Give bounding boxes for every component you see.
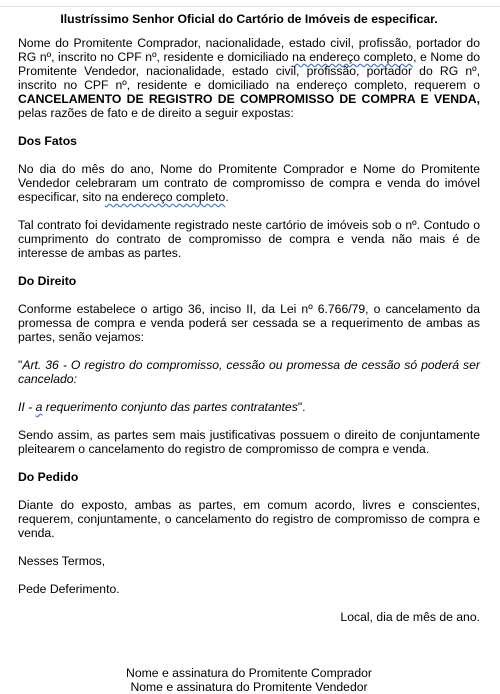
fatos-paragraph-2: Tal contrato foi devidamente registrado neste cartório de imóveis sob o nº. Contudo o cumprimento do contrato de compromisso de compra e venda não mais é de interesse de ambas as partes. [18,218,480,260]
document-page [18,12,480,694]
signature-vendedor: Nome e assinatura do Promitente Vendedor [130,680,368,694]
direito-paragraph-2: Sendo assim, as partes sem mais justificativas possuem o direito de conjuntamente pleitearem o cancelamento do registro de compromisso de compra e venda. [18,428,480,456]
intro-part2: , e Nome do Promitente Vendedor, nacionalidade, estado civil, profissão, portador do RG nº, inscrito no CPF nº, residente e domiciliado na endereço completo, requerem o [18,50,481,92]
direito-paragraph-1: Conforme estabelece o artigo 36, inciso II, da Lei nº 6.766/79, o cancelamento da promessa de compra e venda poderá ser cessada se a requerimento de ambas as partes, senão vejamos: [18,302,480,344]
quote2-a: a [35,400,43,414]
closing-nesses-termos: Nesses Termos, [18,554,106,568]
pedido-paragraph-1: Diante do exposto, ambas as partes, em comum acordo, livres e conscientes, requerem, conjuntamente, o cancelamento do registro de compromisso de compra e venda. [18,498,480,540]
fatos-p1-text: No dia do mês do ano, Nome do Promitente Comprador e Nome do Promitente Vendedor celebraram um contrato de compromisso de compra e venda do imóvel especificar, sito [18,162,480,204]
fatos-paragraph-1 [18,162,480,204]
closing-local-date: Local, dia de mês de ano. [340,610,480,624]
quote1-text: Art. 36 - O registro do compromisso, cessão ou promessa de cessão só poderá ser cancelado: [18,358,480,386]
fatos-address-link: na endereço completo [104,190,226,204]
heading-fatos: Dos Fatos [18,134,77,148]
heading-direito: Do Direito [18,274,77,288]
quote2-text: requerimento conjunto das partes contratantes [42,400,298,414]
signature-comprador: Nome e assinatura do Promitente Comprador [126,666,372,680]
quote2-prefix: II - [18,400,36,414]
top-strip [0,0,500,7]
document-title: Ilustríssimo Senhor Oficial do Cartório de Imóveis de especificar. [60,12,438,26]
direito-quote-2 [18,400,480,414]
quote1-open: " [18,358,23,372]
intro-part3: pelas razões de fato e de direito a seguir expostas: [18,106,294,120]
intro-part1: Nome do Promitente Comprador, nacionalidade, estado civil, profissão, portador do RG nº, inscrito no CPF nº, residente e domiciliado [18,36,480,64]
heading-pedido: Do Pedido [18,470,79,484]
intro-paragraph [18,36,480,120]
fatos-p1-end: . [225,190,229,204]
intro-bold-request: CANCELAMENTO DE REGISTRO DE COMPROMISSO DE COMPRA E VENDA, [18,92,480,106]
closing-pede-deferimento: Pede Deferimento. [18,582,120,596]
direito-quote-1 [18,358,480,386]
quote2-close: ". [297,400,306,414]
intro-address-link: na endereço completo [292,50,414,64]
